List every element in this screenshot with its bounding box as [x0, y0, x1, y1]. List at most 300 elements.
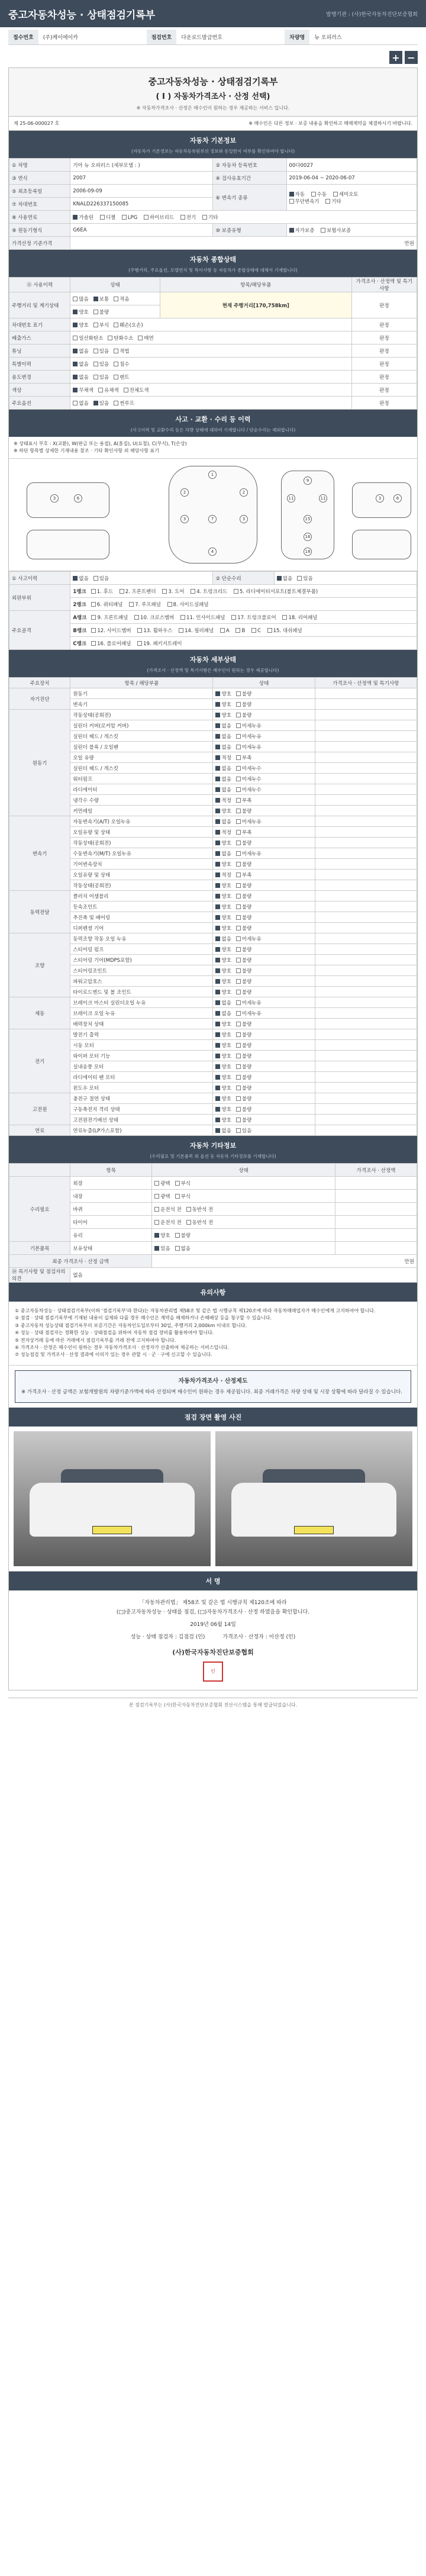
detail-state: [213, 848, 315, 859]
part-label: 8. 사이드실패널: [173, 601, 209, 608]
detail-row: [9, 944, 417, 955]
option[interactable]: [175, 1181, 191, 1187]
option[interactable]: [215, 936, 231, 942]
fuel-opt-hybrid[interactable]: [144, 215, 174, 221]
trans-opt-cvt[interactable]: [289, 199, 320, 205]
checkbox-icon: [73, 297, 78, 301]
checkbox-icon: [267, 628, 272, 633]
option[interactable]: [215, 798, 231, 804]
trans-opt-auto[interactable]: [289, 192, 305, 198]
option[interactable]: [236, 872, 251, 878]
option[interactable]: [175, 1194, 191, 1200]
detail-row: [9, 795, 417, 806]
option[interactable]: [154, 1246, 170, 1252]
option[interactable]: [236, 1022, 251, 1028]
option[interactable]: [236, 1011, 262, 1017]
part-option[interactable]: [91, 589, 113, 595]
warranty-opt-self[interactable]: [289, 228, 315, 234]
checkbox-icon: [175, 1233, 180, 1238]
summary-note: (주행거리, 주요옵션, 모델연식 및 특이사항 등 자동차가 종합상태에 대해서 기재합니다): [9, 267, 417, 277]
summary-row-label: 색상: [9, 384, 70, 397]
option[interactable]: [215, 1011, 231, 1017]
option[interactable]: [175, 1246, 191, 1252]
detail-row: [9, 859, 417, 870]
detail-row: [9, 901, 417, 912]
part-option[interactable]: [91, 628, 131, 634]
detail-item: 고전원전기배선 상태: [70, 1115, 213, 1125]
option[interactable]: [215, 1075, 231, 1081]
detail-price: [315, 784, 417, 795]
option[interactable]: [215, 1107, 231, 1113]
part-option[interactable]: [234, 589, 318, 595]
trans-opt-manual[interactable]: [311, 192, 327, 198]
option[interactable]: [236, 862, 251, 868]
option[interactable]: [215, 926, 231, 932]
panel-rank2: [70, 598, 417, 611]
checkbox-icon: [236, 1032, 241, 1037]
front-photo: [14, 1431, 211, 1566]
option[interactable]: [236, 894, 251, 900]
checkbox-icon: [91, 589, 96, 594]
other-info-note: (수리필요 및 기본품목 외 옵션 등 자동차 기타정보를 기재합니다): [9, 1153, 417, 1163]
checkbox-icon: [215, 798, 220, 803]
checkbox-icon: [202, 215, 207, 220]
option[interactable]: [236, 809, 251, 814]
option[interactable]: [114, 375, 129, 381]
option[interactable]: [215, 1118, 231, 1123]
detail-item: 실린더 커버(로커암 커버): [70, 720, 213, 731]
checkbox-icon: [236, 1075, 241, 1080]
other-info-table: [9, 1163, 417, 1283]
option[interactable]: [114, 362, 129, 368]
detail-item: 스티어링 펌프: [70, 944, 213, 955]
base-items-label: 기본품목: [9, 1242, 70, 1255]
option[interactable]: [236, 713, 251, 719]
option[interactable]: [215, 990, 231, 996]
option[interactable]: [138, 336, 153, 342]
option[interactable]: [236, 755, 251, 761]
doc-warning: ※ 매수인은 다른 정보 · 보증 내용을 확인하고 매매계약을 체결하시기 바랍니다.: [248, 121, 412, 126]
trans-opt-semi[interactable]: [333, 192, 359, 198]
option[interactable]: [215, 1086, 231, 1091]
option[interactable]: [114, 297, 129, 302]
option-label: 미세누유: [241, 819, 262, 825]
option[interactable]: [215, 883, 231, 889]
option[interactable]: [93, 349, 109, 355]
option[interactable]: [73, 336, 103, 342]
zoom-out-button[interactable]: −: [405, 51, 418, 64]
checkbox-icon: [236, 851, 241, 856]
option[interactable]: [215, 1064, 231, 1070]
option[interactable]: [236, 1086, 251, 1091]
option[interactable]: [236, 904, 251, 910]
checkbox-icon: [108, 336, 112, 340]
option[interactable]: [93, 310, 109, 315]
part-marker: 3: [50, 494, 59, 503]
other-item: 외장: [70, 1177, 152, 1190]
option[interactable]: [236, 798, 251, 804]
option[interactable]: [215, 1032, 231, 1038]
summary-row-label: 튜닝: [9, 344, 70, 358]
part-marker: 3: [376, 494, 384, 503]
option[interactable]: [236, 947, 251, 953]
part-option[interactable]: [137, 641, 182, 647]
detail-row: [9, 710, 417, 720]
checkbox-icon: [124, 388, 128, 392]
option[interactable]: [215, 691, 231, 697]
part-option[interactable]: [231, 615, 276, 621]
detail-row: [9, 848, 417, 859]
part-option[interactable]: [282, 615, 317, 621]
summary-row-state: [70, 292, 160, 305]
summary-verdict: 판정: [351, 397, 417, 410]
option[interactable]: [73, 375, 88, 381]
option[interactable]: [154, 1181, 170, 1187]
checkbox-icon: [289, 192, 294, 197]
option[interactable]: [215, 755, 231, 761]
signature-box: [9, 1590, 417, 1690]
option[interactable]: [73, 310, 88, 315]
accident-history-options: [70, 572, 213, 585]
option[interactable]: [124, 388, 149, 394]
detail-item: 자동변속기(A/T) 오일누유: [70, 816, 213, 827]
notes-list: [9, 1302, 417, 1366]
repair-group-label: 수리필요: [9, 1177, 70, 1242]
option[interactable]: [215, 1096, 231, 1102]
detail-row: [9, 752, 417, 763]
detail-row: [9, 1061, 417, 1072]
fuel-opt-lpg[interactable]: [122, 215, 137, 221]
checkbox-icon: [236, 766, 241, 771]
option[interactable]: [215, 851, 231, 857]
option-label: 불량: [241, 978, 252, 985]
option[interactable]: [215, 904, 231, 910]
detail-row: [9, 774, 417, 784]
part-marker: 16: [304, 533, 312, 541]
option-label: 없음: [221, 1000, 231, 1006]
option[interactable]: [215, 862, 231, 868]
summary-row-label: 주행거리 및 계기상태: [9, 292, 70, 318]
option[interactable]: [277, 576, 292, 582]
fuel-opt-label: 기타: [208, 214, 218, 221]
part-option[interactable]: [267, 628, 302, 634]
summary-col-item: 항목/해당부품: [160, 278, 351, 292]
option[interactable]: [186, 1207, 214, 1213]
detail-price: [315, 1104, 417, 1115]
option[interactable]: [215, 1043, 231, 1049]
checkbox-icon: [236, 745, 241, 749]
detail-item: 작동상태(공회전): [70, 838, 213, 848]
fuel-label: ⑧ 사용연료: [9, 211, 70, 224]
option[interactable]: [236, 1096, 251, 1102]
option[interactable]: [236, 691, 251, 697]
option[interactable]: [154, 1220, 182, 1226]
part-option[interactable]: [91, 602, 123, 608]
summary-header: 자동차 종합상태: [9, 250, 417, 267]
option[interactable]: [236, 841, 251, 846]
option[interactable]: [154, 1233, 170, 1239]
option[interactable]: [236, 777, 262, 783]
option[interactable]: [154, 1207, 182, 1213]
option[interactable]: [73, 323, 88, 329]
option[interactable]: [73, 362, 88, 368]
option-label: 부족: [241, 872, 252, 878]
option[interactable]: [215, 968, 231, 974]
checkbox-icon: [251, 628, 256, 633]
option[interactable]: [236, 787, 262, 793]
option[interactable]: [114, 349, 129, 355]
fuel-opt-electric[interactable]: [180, 215, 196, 221]
option[interactable]: [236, 990, 251, 996]
option[interactable]: [215, 819, 231, 825]
option[interactable]: [215, 809, 231, 814]
option[interactable]: [236, 968, 251, 974]
transmission-label: ⑥ 변속기 종류: [213, 185, 286, 211]
part-option[interactable]: [129, 602, 161, 608]
detail-state: [213, 827, 315, 838]
option[interactable]: [215, 1022, 231, 1028]
option[interactable]: [215, 915, 231, 921]
detail-price: [315, 859, 417, 870]
summary-verdict: 판정: [351, 318, 417, 331]
option[interactable]: [93, 375, 109, 381]
option[interactable]: [236, 926, 251, 932]
fuel-opt-diesel[interactable]: [100, 215, 115, 221]
option[interactable]: [215, 702, 231, 708]
detail-item: 실린더 블록 / 오일팬: [70, 742, 213, 752]
fuel-opt-other[interactable]: [202, 215, 218, 221]
option[interactable]: [108, 336, 133, 342]
trans-opt-label: 기타: [331, 198, 341, 205]
detail-row: [9, 1051, 417, 1061]
option[interactable]: [114, 323, 143, 329]
option[interactable]: [154, 1194, 170, 1200]
checkbox-icon: [236, 1011, 241, 1016]
summary-col-history: ⑪ 사용이력: [9, 278, 70, 292]
checkbox-icon: [236, 958, 241, 962]
option[interactable]: [215, 830, 231, 836]
checkbox-icon: [93, 401, 98, 405]
checkbox-icon: [137, 641, 142, 646]
option[interactable]: [236, 1000, 262, 1006]
detail-price: [315, 965, 417, 976]
part-option[interactable]: [134, 615, 174, 621]
option[interactable]: [93, 362, 109, 368]
option[interactable]: [236, 819, 262, 825]
option[interactable]: [186, 1220, 214, 1226]
option[interactable]: [175, 1233, 191, 1239]
special-notes-label: ⑭ 특기사항 및 점검자의 의견: [9, 1268, 70, 1283]
option[interactable]: [297, 576, 312, 582]
checkbox-icon: [236, 1086, 241, 1090]
option-label: 렌트: [120, 374, 130, 381]
checkbox-icon: [120, 589, 124, 594]
option[interactable]: [236, 745, 262, 751]
option[interactable]: [215, 1128, 231, 1134]
option-label: 있음: [99, 374, 109, 381]
option[interactable]: [236, 979, 251, 985]
option[interactable]: [215, 979, 231, 985]
option-label: 불량: [241, 1085, 252, 1091]
option[interactable]: [215, 723, 231, 729]
option-label: 양호: [221, 808, 231, 814]
option-label: 미세누유: [241, 936, 262, 942]
option[interactable]: [114, 401, 134, 407]
option[interactable]: [93, 401, 109, 407]
checkbox-icon: [215, 915, 220, 920]
legend-line: ※ 상태표시 부호 : X(교환), W(판금 또는 용접), A(흠집), U(요철), C(부식), T(손상): [14, 441, 187, 446]
option[interactable]: [236, 1107, 251, 1113]
option[interactable]: [73, 349, 88, 355]
part-option[interactable]: [91, 641, 131, 647]
checkbox-icon: [215, 713, 220, 717]
option-label: 미세누수: [241, 776, 262, 783]
checkbox-icon: [234, 589, 238, 594]
plate-label: ② 자동차 등록번호: [213, 159, 286, 172]
part-option[interactable]: [120, 589, 156, 595]
option[interactable]: [236, 851, 262, 857]
option[interactable]: [215, 777, 231, 783]
summary-row-state: [70, 358, 351, 371]
fuel-opt-gasoline[interactable]: [73, 215, 93, 221]
option[interactable]: [215, 734, 231, 740]
option[interactable]: [236, 1054, 251, 1060]
option[interactable]: [215, 947, 231, 953]
option[interactable]: [93, 323, 109, 329]
detail-price: [315, 944, 417, 955]
inspection-period-label: ④ 검사유효기간: [213, 172, 286, 185]
first-reg-label: ⑤ 최초등록일: [9, 185, 70, 198]
option[interactable]: [236, 1032, 251, 1038]
part-marker: 1: [208, 471, 217, 479]
option[interactable]: [215, 894, 231, 900]
option[interactable]: [236, 936, 262, 942]
part-option[interactable]: [167, 602, 209, 608]
option[interactable]: [236, 766, 262, 772]
option[interactable]: [236, 1118, 251, 1123]
option[interactable]: [215, 872, 231, 878]
other-item: 내장: [70, 1190, 152, 1203]
option[interactable]: [236, 723, 262, 729]
option[interactable]: [73, 401, 88, 407]
checkbox-icon: [236, 1054, 241, 1058]
checkbox-icon: [215, 691, 220, 696]
option[interactable]: [236, 915, 251, 921]
option[interactable]: [73, 297, 88, 302]
option-label: 불량: [241, 883, 252, 889]
checkbox-icon: [144, 215, 149, 220]
summary-row-state: [70, 371, 351, 384]
part-option[interactable]: [162, 589, 184, 595]
option[interactable]: [93, 297, 109, 302]
checkbox-icon: [277, 576, 282, 581]
summary-verdict: 판정: [351, 292, 417, 318]
option-label: 양호: [221, 1021, 231, 1028]
checkbox-icon: [215, 734, 220, 739]
option[interactable]: [215, 1000, 231, 1006]
option[interactable]: [236, 1128, 251, 1134]
option[interactable]: [73, 388, 93, 394]
pricer-sign: 가격조사 · 산정자 : 이산정 (인): [222, 1634, 296, 1641]
option-label: 양호: [221, 1074, 231, 1081]
doc-meta: [9, 117, 417, 131]
part-option[interactable]: [251, 628, 261, 634]
detail-row: [9, 1115, 417, 1125]
official-seal: 인: [203, 1661, 223, 1682]
car-name-label: ① 차명: [9, 159, 70, 172]
part-option[interactable]: [180, 615, 225, 621]
part-option[interactable]: [137, 628, 172, 634]
part-label: 14. 필러패널: [185, 627, 214, 634]
part-option[interactable]: [235, 628, 245, 634]
option[interactable]: [215, 841, 231, 846]
option[interactable]: [73, 576, 88, 582]
checkbox-icon: [93, 323, 98, 327]
option[interactable]: [236, 958, 251, 964]
part-option[interactable]: [91, 615, 128, 621]
option-label: 불량: [241, 1064, 252, 1070]
option[interactable]: [236, 734, 262, 740]
simple-repair-options: [274, 572, 417, 585]
option[interactable]: [236, 830, 251, 836]
engine-type-value: G6EA: [70, 224, 213, 237]
detail-state: [213, 933, 315, 944]
checkbox-icon: [311, 192, 316, 197]
option[interactable]: [236, 883, 251, 889]
option-label: 양호: [221, 1053, 231, 1060]
detail-price: [315, 1072, 417, 1083]
trans-opt-other[interactable]: [325, 199, 341, 205]
option-label: 양호: [221, 1117, 231, 1123]
option[interactable]: [236, 1064, 251, 1070]
detail-state: [213, 710, 315, 720]
car-side-right-lower: [352, 530, 411, 559]
option[interactable]: [98, 388, 119, 394]
option[interactable]: [215, 1054, 231, 1060]
option[interactable]: [236, 1043, 251, 1049]
option[interactable]: [215, 713, 231, 719]
inspector-sign: 성능 · 상태 점검자 : 김점검 (인): [130, 1634, 205, 1641]
detail-price: [315, 987, 417, 997]
detail-row: [9, 976, 417, 987]
option-label: 없음: [79, 348, 89, 355]
checkbox-icon: [175, 1194, 180, 1199]
detail-state: [213, 816, 315, 827]
part-label: 3. 도어: [168, 588, 185, 595]
option[interactable]: [215, 766, 231, 772]
detail-price: [315, 774, 417, 784]
detail-price: [315, 1061, 417, 1072]
option[interactable]: [236, 1075, 251, 1081]
option[interactable]: [93, 576, 109, 582]
part-option[interactable]: [191, 589, 227, 595]
warranty-opt-insurer[interactable]: [321, 228, 351, 234]
part-option[interactable]: [220, 628, 230, 634]
option[interactable]: [215, 958, 231, 964]
option[interactable]: [236, 702, 251, 708]
checkbox-icon: [236, 819, 241, 824]
info-bar: [8, 30, 418, 45]
zoom-in-button[interactable]: +: [389, 51, 402, 64]
detail-item: 작동상태(공회전): [70, 880, 213, 891]
part-option[interactable]: [179, 628, 214, 634]
option[interactable]: [215, 745, 231, 751]
option[interactable]: [215, 787, 231, 793]
detail-price: [315, 742, 417, 752]
detail-item: 냉각수 수량: [70, 795, 213, 806]
option-label: 양호: [221, 1096, 231, 1102]
detail-state: [213, 795, 315, 806]
